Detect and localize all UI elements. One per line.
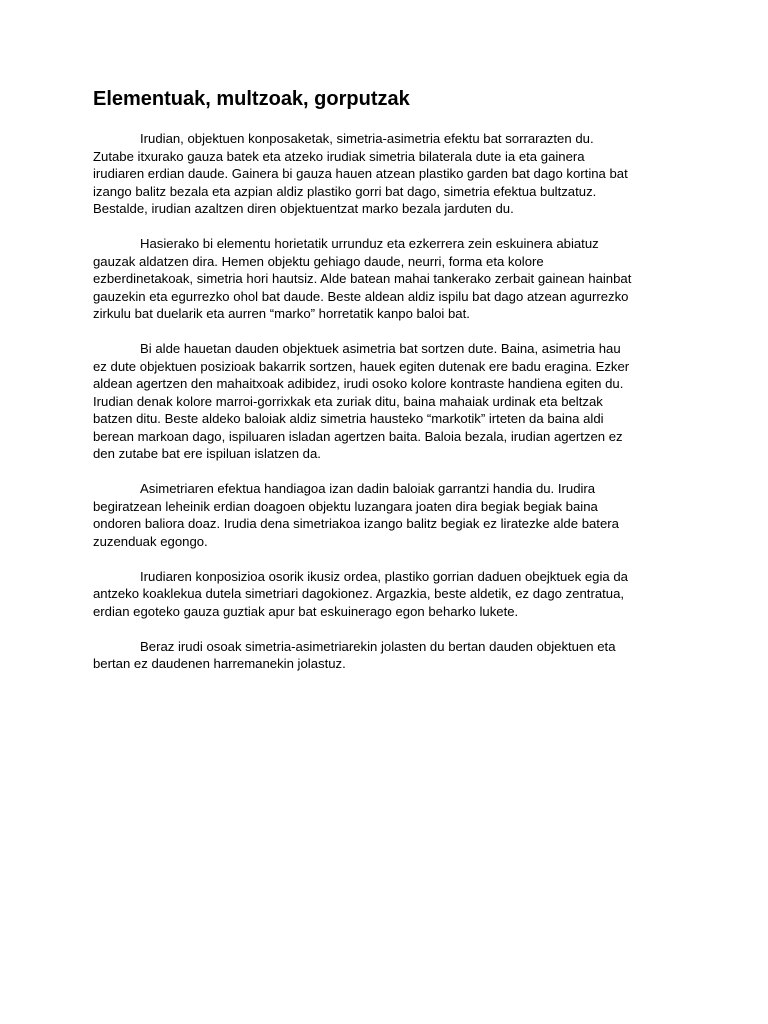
text-line: zirkulu bat duelarik eta aurren “marko” horretatik kanpo baloi bat. [93, 306, 470, 321]
text-line: den zutabe bat ere ispiluan islatzen da. [93, 446, 321, 461]
text-line: Beraz irudi osoak simetria-asimetriarekin jolasten du bertan dauden objektuen eta [140, 638, 616, 654]
text-line: antzeko koaklekua dutela simetriari dagokionez. Argazkia, beste aldetik, ez dago zentratua, [93, 586, 625, 601]
paragraph-5 [93, 568, 687, 621]
text-line: Irudian, objektuen konposaketak, simetria-asimetria efektu bat sorrarazten du. [140, 131, 594, 146]
text-line: Hasierako bi elementu horietatik urrunduz eta ezkerrera zein eskuinera abiatuz [140, 236, 599, 251]
text-line: gauzekin eta egurrezko ohol bat daude. Beste aldean aldiz ispilu bat dago atzean agurrezko [93, 288, 629, 304]
document-title: Elementuak, multzoak, gorputzak [93, 88, 410, 110]
text-line: batzen ditu. Beste aldeko baloiak aldiz simetria hausteko “markotik” irteten da baina aldi [93, 411, 604, 426]
text-line: izango balitz bezala eta azpian aldiz plastiko gorri bat dago, simetria efektua bultzatuz. [93, 183, 597, 199]
text-line: Zutabe itxurako gauza batek eta atzeko irudiak simetria bilaterala dute ia eta gainera [93, 148, 585, 164]
text-line: Irudiaren konposizioa osorik ikusiz ordea, plastiko gorrian daduen obejktuek egia da [140, 568, 628, 584]
paragraph-2 [93, 235, 687, 323]
text-line: Asimetriaren efektua handiagoa izan dadin baloiak garrantzi handia du. Irudira [140, 481, 596, 496]
document-body [93, 130, 687, 690]
text-line: berean markoan dago, ispiluaren isladan agertzen baita. Baloia bezala, irudian agertzen ez [93, 428, 623, 444]
text-line: aldean agertzen den mahaitxoak adibidez, irudi osoko kolore kontraste handiena egiten du. [93, 376, 624, 391]
text-line: bertan ez daudenen harremanekin jolastuz. [93, 656, 346, 671]
paragraph-4 [93, 480, 687, 550]
text-line: ez dute objektuen posizioak bakarrik sortzen, hauek egiten dutenak ere badu eragina. Ezker [93, 358, 630, 374]
text-line: gauzak aldatzen dira. Hemen objektu gehiago daude, neurri, forma eta kolore [93, 253, 544, 269]
text-line: ondoren baliora doaz. Irudia dena simetriakoa izango balitz begiak ez liratezke alde batera [93, 516, 619, 531]
text-line: Bi alde hauetan dauden objektuek asimetria bat sortzen dute. Baina, asimetria hau [140, 341, 621, 356]
text-line: Irudian denak kolore marroi-gorrixkak eta zuriak ditu, baina mahaiak urdinak eta beltzak [93, 393, 603, 409]
text-line: begiratzean leheinik erdian doagoen objektu luzangara joaten dira begiak begiak baina [93, 498, 598, 514]
text-line: zuzenduak egongo. [93, 533, 208, 549]
paragraph-6 [93, 638, 687, 673]
paragraph-1 [93, 130, 687, 218]
text-line: erdian egoteko gauza guztiak apur bat eskuinerago egon beharko lukete. [93, 603, 519, 619]
text-line: Bestalde, irudian azaltzen diren objektuentzat marko bezala jarduten du. [93, 201, 514, 216]
text-line: ezberdinetakoak, simetria hori hautsiz. Alde batean mahai tankerako zerbait gainean hainbat [93, 271, 632, 286]
paragraph-3 [93, 340, 687, 463]
text-line: irudiaren erdian daude. Gainera bi gauza hauen atzean plastiko garden bat dago kortina bat [93, 166, 628, 181]
